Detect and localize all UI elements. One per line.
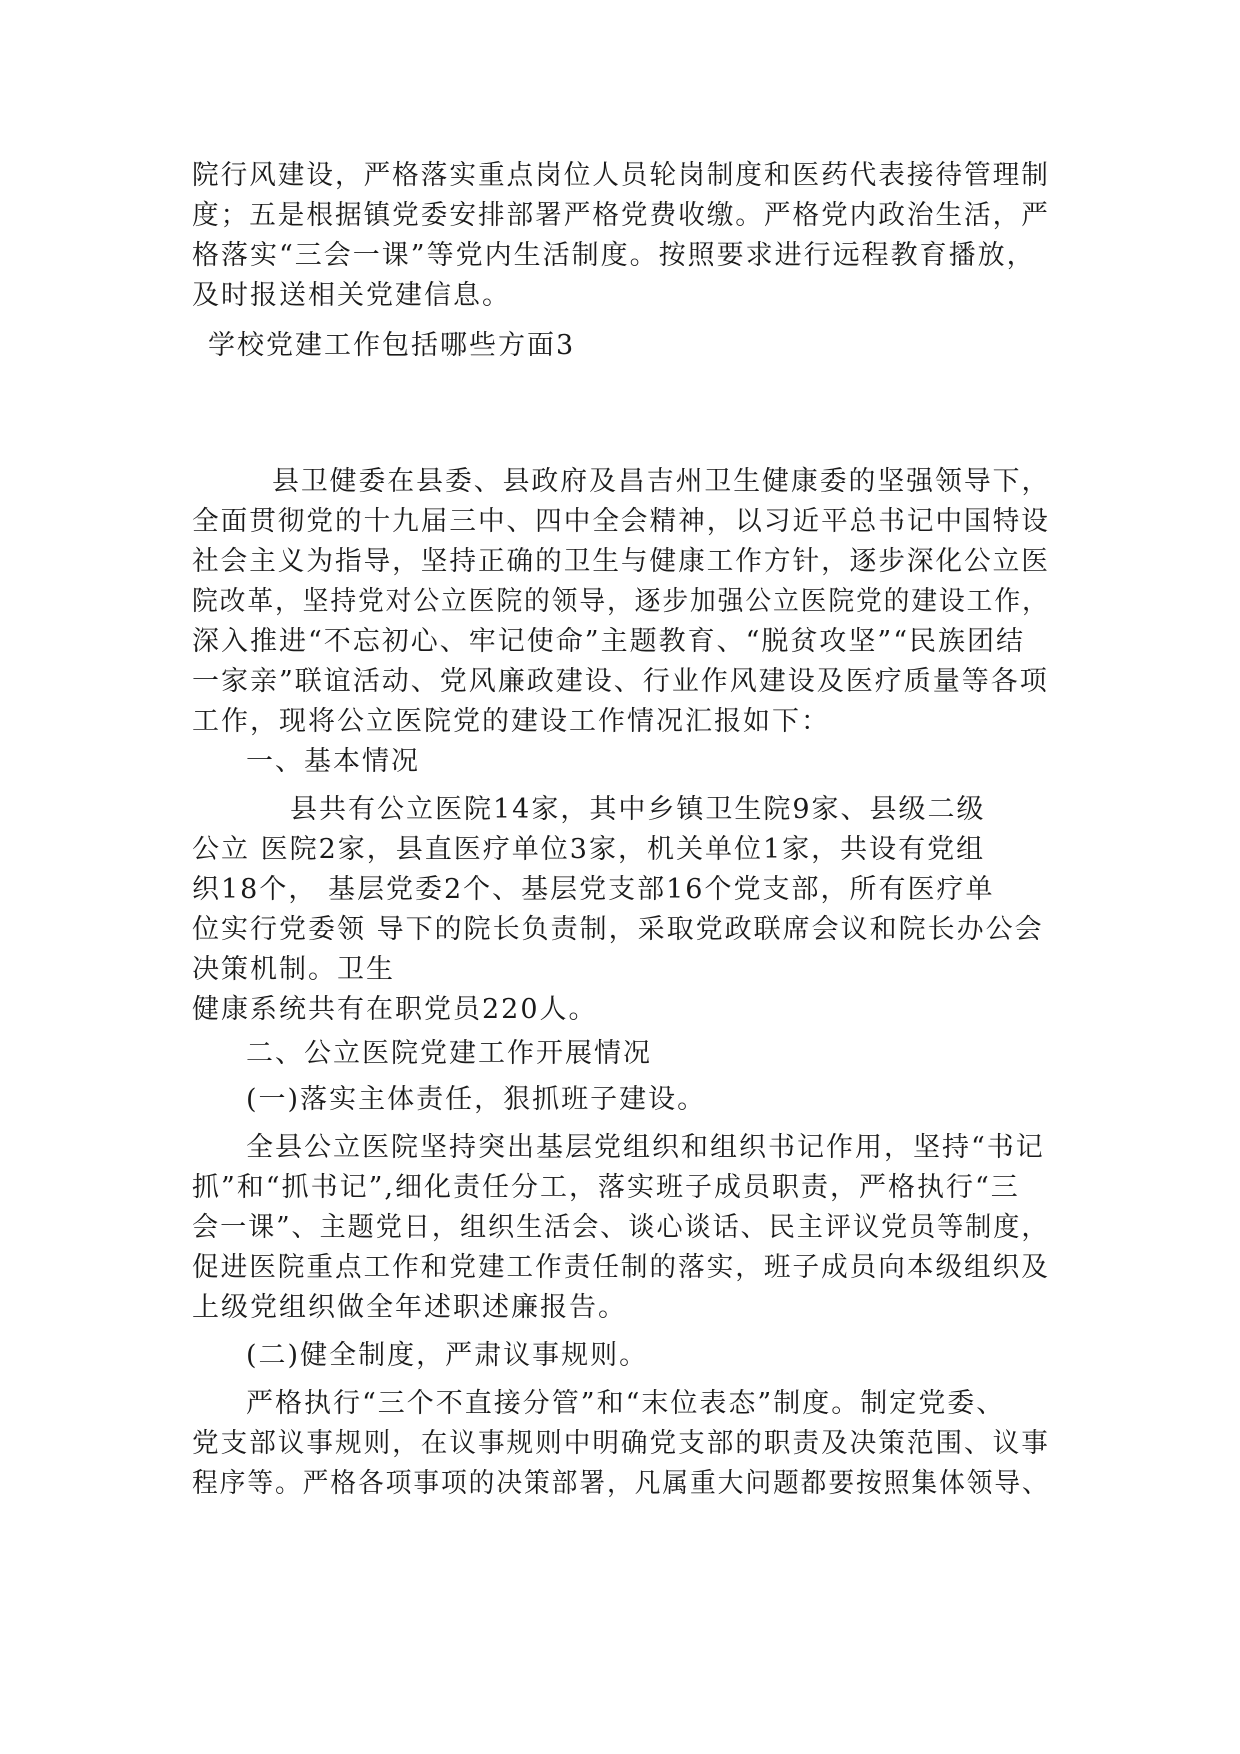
section-heading: 一、基本情况 [246,746,420,777]
text-line: 一家亲”联谊活动、党风廉政建设、行业作风建设及医疗质量等各项 [192,666,1049,697]
text-line: 社会主义为指导，坚持正确的卫生与健康工作方针，逐步深化公立医 [192,546,1050,577]
text-line: 院改革，坚持党对公立医院的领导，逐步加强公立医院党的建设工作， [192,586,1050,617]
text-line: 院行风建设，严格落实重点岗位人员轮岗制度和医药代表接待管理制 [192,160,1050,191]
text-line: 抓”和“抓书记”,细化责任分工，落实班子成员职责，严格执行“三 [192,1172,1020,1203]
text-line: 织18个， 基层党委2个、基层党支部16个党支部，所有医疗单 [192,874,995,905]
text-line: 格落实“三会一课”等党内生活制度。按照要求进行远程教育播放， [192,240,1036,271]
text-line: 决策机制。卫生 [192,954,395,985]
text-line: 全县公立医院坚持突出基层党组织和组织书记作用，坚持“书记 [246,1132,1045,1163]
text-line: 党支部议事规则，在议事规则中明确党支部的职责及决策范围、议事 [192,1428,1050,1459]
text-line: 严格执行“三个不直接分管”和“末位表态”制度。制定党委、 [246,1388,1006,1419]
text-line: 上级党组织做全年述职述廉报告。 [192,1292,627,1323]
text-line: 全面贯彻党的十九届三中、四中全会精神，以习近平总书记中国特设 [192,506,1050,537]
text-line: 深入推进“不忘初心、牢记使命”主题教育、“脱贫攻坚”“民族团结 [192,626,1026,657]
section-heading: 二、公立医院党建工作开展情况 [246,1038,652,1069]
subsection-heading: (一)落实主体责任，狠抓班子建设。 [246,1084,707,1115]
text-line: 县共有公立医院14家，其中乡镇卫生院9家、县级二级 [290,794,986,825]
text-line: 及时报送相关党建信息。 [192,280,511,311]
subsection-heading: (二)健全制度，严肃议事规则。 [246,1340,649,1371]
text-line: 会一课”、主题党日，组织生活会、谈心谈话、民主评议党员等制度， [192,1212,1050,1243]
text-line: 健康系统共有在职党员220人。 [192,994,598,1025]
text-line: 程序等。严格各项事项的决策部署，凡属重大问题都要按照集体领导、 [192,1468,1050,1499]
text-line: 县卫健委在县委、县政府及昌吉州卫生健康委的坚强领导下， [272,466,1051,497]
text-line: 公立 医院2家，县直医疗单位3家，机关单位1家，共设有党组 [192,834,986,865]
text-line: 促进医院重点工作和党建工作责任制的落实，班子成员向本级组织及 [192,1252,1050,1283]
section-heading: 学校党建工作包括哪些方面3 [208,330,576,361]
text-line: 工作，现将公立医院党的建设工作情况汇报如下： [192,706,830,737]
text-line: 度；五是根据镇党委安排部署严格党费收缴。严格党内政治生活，严 [192,200,1050,231]
text-line: 位实行党委领 导下的院长负责制，采取党政联席会议和院长办公会 [192,914,1044,945]
